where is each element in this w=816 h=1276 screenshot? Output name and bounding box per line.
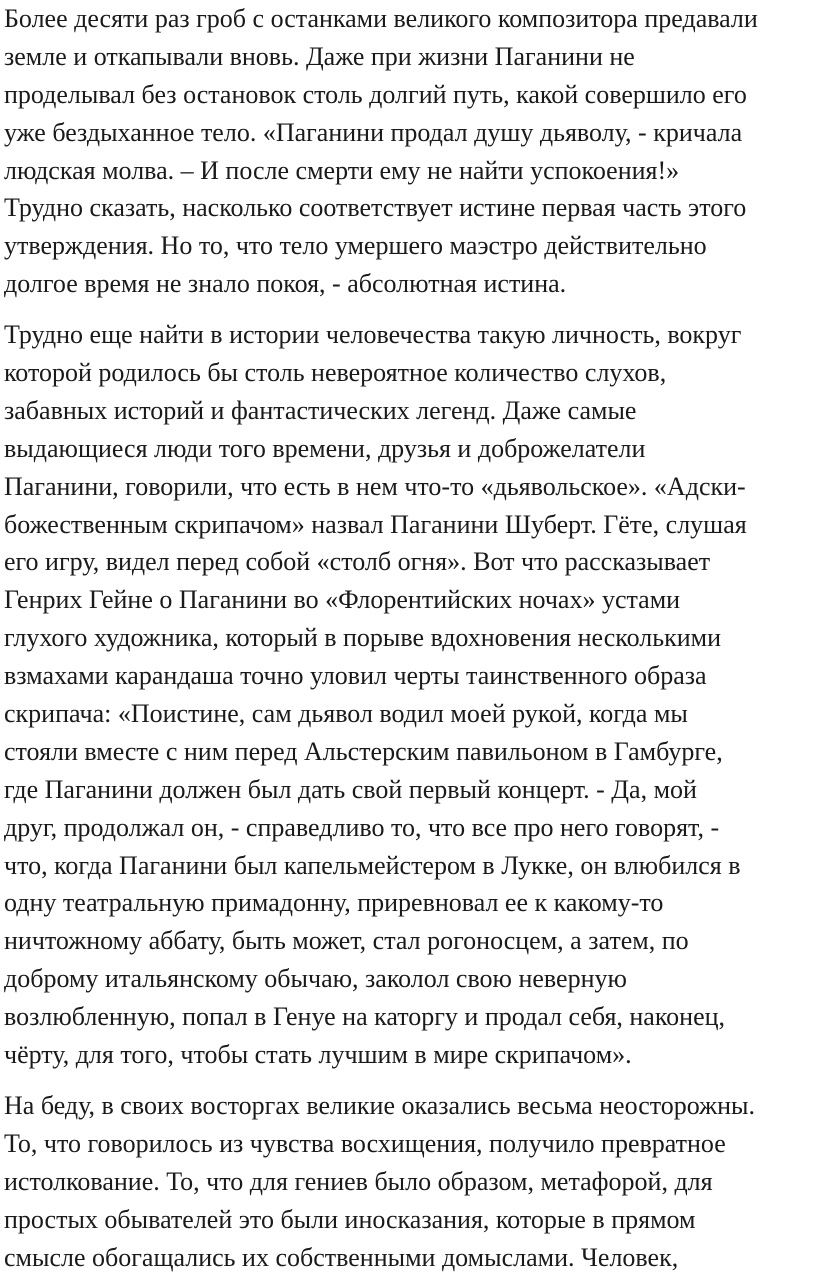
text-line: Паганини, говорили, что есть в нем что-то «дьявольское». «Адски- [4, 468, 816, 506]
text-line: уже бездыханное тело. «Паганини продал душу дьяволу, - кричала [4, 114, 816, 152]
text-line: чёрту, для того, чтобы стать лучшим в мире скрипачом». [4, 1036, 816, 1074]
text-line: доброму итальянскому обычаю, заколол свою неверную [4, 960, 816, 998]
text-line: истолкование. То, что для гениев было образом, метафорой, для [4, 1163, 816, 1201]
text-line: ничтожному аббату, быть может, стал рогоносцем, а затем, по [4, 922, 816, 960]
text-line: земле и откапывали вновь. Даже при жизни Паганини не [4, 38, 816, 76]
paragraph-2 [4, 316, 816, 1074]
text-line: простых обывателей это были иносказания, которые в прямом [4, 1201, 816, 1239]
text-line: божественным скрипачом» назвал Паганини Шуберт. Гёте, слушая [4, 506, 816, 544]
text-line: выдающиеся люди того времени, друзья и доброжелатели [4, 430, 816, 468]
paragraph-3 [4, 1087, 816, 1276]
text-line: скрипача: «Поистине, сам дьявол водил моей рукой, когда мы [4, 695, 816, 733]
text-line: где Паганини должен был дать свой первый концерт. - Да, мой [4, 771, 816, 809]
text-line: Трудно еще найти в истории человечества такую личность, вокруг [4, 316, 816, 354]
text-line: смысле обогащались их собственными домыслами. Человек, [4, 1239, 816, 1276]
text-line: Трудно сказать, насколько соответствует истине первая часть этого [4, 189, 816, 227]
text-line: глухого художника, который в порыве вдохновения несколькими [4, 619, 816, 657]
text-line: долгое время не знало покоя, - абсолютная истина. [4, 265, 816, 303]
text-line: друг, продолжал он, - справедливо то, что все про него говорят, - [4, 809, 816, 847]
text-line: проделывал без остановок столь долгий путь, какой совершило его [4, 76, 816, 114]
text-line: которой родилось бы столь невероятное количество слухов, [4, 354, 816, 392]
text-line: одну театральную примадонну, приревновал ее к какому-то [4, 884, 816, 922]
document-body [4, 0, 816, 1276]
text-line: людская молва. – И после смерти ему не найти успокоения!» [4, 152, 816, 190]
text-line: что, когда Паганини был капельмейстером в Лукке, он влюбился в [4, 847, 816, 885]
text-line: его игру, видел перед собой «столб огня». Вот что рассказывает [4, 543, 816, 581]
paragraph-1 [4, 0, 816, 303]
text-line: Генрих Гейне о Паганини во «Флорентийских ночах» устами [4, 581, 816, 619]
text-line: забавных историй и фантастических легенд. Даже самые [4, 392, 816, 430]
text-line: Более десяти раз гроб с останками великого композитора предавали [4, 0, 816, 38]
text-line: возлюбленную, попал в Генуе на каторгу и продал себя, наконец, [4, 998, 816, 1036]
text-line: утверждения. Но то, что тело умершего маэстро действительно [4, 227, 816, 265]
text-line: стояли вместе с ним перед Альстерским павильоном в Гамбурге, [4, 733, 816, 771]
text-line: На беду, в своих восторгах великие оказались весьма неосторожны. [4, 1087, 816, 1125]
text-line: взмахами карандаша точно уловил черты таинственного образа [4, 657, 816, 695]
text-line: То, что говорилось из чувства восхищения, получило превратное [4, 1125, 816, 1163]
